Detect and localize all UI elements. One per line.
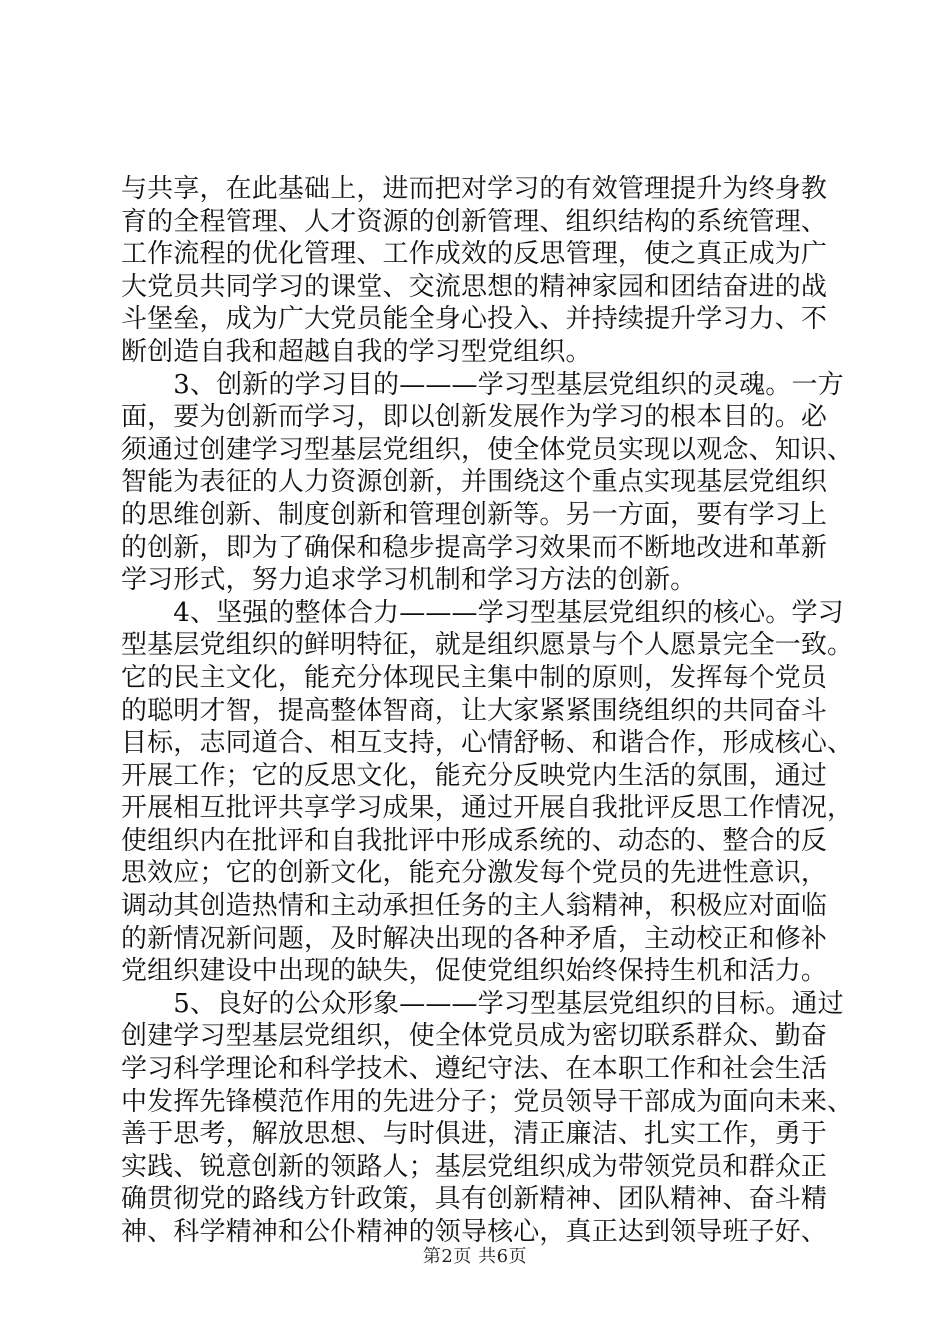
text-line: 它的民主文化，能充分体现民主集中制的原则，发挥每个党员 <box>121 662 828 693</box>
text-line: 的聪明才智，提高整体智商，让大家紧紧围绕组织的共同奋斗 <box>121 695 828 726</box>
text-line: 面，要为创新而学习，即以创新发展作为学习的根本目的。必 <box>121 402 828 433</box>
text-line: 与共享，在此基础上，进而把对学习的有效管理提升为终身教 <box>121 174 828 204</box>
text-line: 党组织建设中出现的缺失，促使党组织始终保持生机和活力。 <box>121 956 828 987</box>
text-line: 斗堡垒，成为广大党员能全身心投入、并持续提升学习力、不 <box>121 304 828 335</box>
text-line: 的创新，即为了确保和稳步提高学习效果而不断地改进和革新 <box>121 532 828 563</box>
text-line: 大党员共同学习的课堂、交流思想的精神家园和团结奋进的战 <box>121 271 828 302</box>
body-text <box>121 173 854 1249</box>
text-line: 4、坚强的整体合力———学习型基层党组织的核心。学习 <box>121 597 844 628</box>
text-line: 开展相互批评共享学习成果，通过开展自我批评反思工作情况， <box>121 793 854 824</box>
text-line: 的思维创新、制度创新和管理创新等。另一方面，要有学习上 <box>121 499 828 530</box>
text-line: 学习形式，努力追求学习机制和学习方法的创新。 <box>121 565 697 596</box>
text-line: 工作流程的优化管理、工作成效的反思管理，使之真正成为广 <box>121 239 828 270</box>
text-line: 神、科学精神和公仆精神的领导核心，真正达到领导班子好、 <box>121 1217 828 1247</box>
text-line: 型基层党组织的鲜明特征，就是组织愿景与个人愿景完全一致。 <box>121 630 854 661</box>
text-line: 目标，志同道合、相互支持，心情舒畅、和谐合作，形成核心、 <box>121 728 854 759</box>
text-line: 创建学习型基层党组织，使全体党员成为密切联系群众、勤奋 <box>121 1021 828 1052</box>
text-line: 使组织内在批评和自我批评中形成系统的、动态的、整合的反 <box>121 825 828 856</box>
text-line: 善于思考，解放思想、与时俱进，清正廉洁、扎实工作，勇于 <box>121 1119 828 1150</box>
text-line: 5、良好的公众形象———学习型基层党组织的目标。通过 <box>121 988 844 1019</box>
text-line: 断创造自我和超越自我的学习型党组织。 <box>121 336 592 367</box>
text-line: 调动其创造热情和主动承担任务的主人翁精神，积极应对面临 <box>121 891 828 922</box>
text-line: 智能为表征的人力资源创新，并围绕这个重点实现基层党组织 <box>121 467 828 498</box>
text-line: 思效应；它的创新文化，能充分激发每个党员的先进性意识， <box>121 858 828 889</box>
text-line: 的新情况新问题，及时解决出现的各种矛盾，主动校正和修补 <box>121 923 828 954</box>
text-line: 确贯彻党的路线方针政策，具有创新精神、团队精神、奋斗精 <box>121 1184 828 1215</box>
page-number-footer: 第2页 共6页 <box>422 1246 528 1267</box>
text-line: 中发挥先锋模范作用的先进分子；党员领导干部成为面向未来、 <box>121 1086 854 1117</box>
text-line: 3、创新的学习目的———学习型基层党组织的灵魂。一方 <box>121 369 844 400</box>
text-line: 须通过创建学习型基层党组织，使全体党员实现以观念、知识、 <box>121 434 854 465</box>
text-line: 育的全程管理、人才资源的创新管理、组织结构的系统管理、 <box>121 206 828 237</box>
text-line: 学习科学理论和科学技术、遵纪守法、在本职工作和社会生活 <box>121 1054 828 1085</box>
text-line: 实践、锐意创新的领路人；基层党组织成为带领党员和群众正 <box>121 1151 828 1182</box>
text-line: 开展工作；它的反思文化，能充分反映党内生活的氛围，通过 <box>121 760 828 791</box>
